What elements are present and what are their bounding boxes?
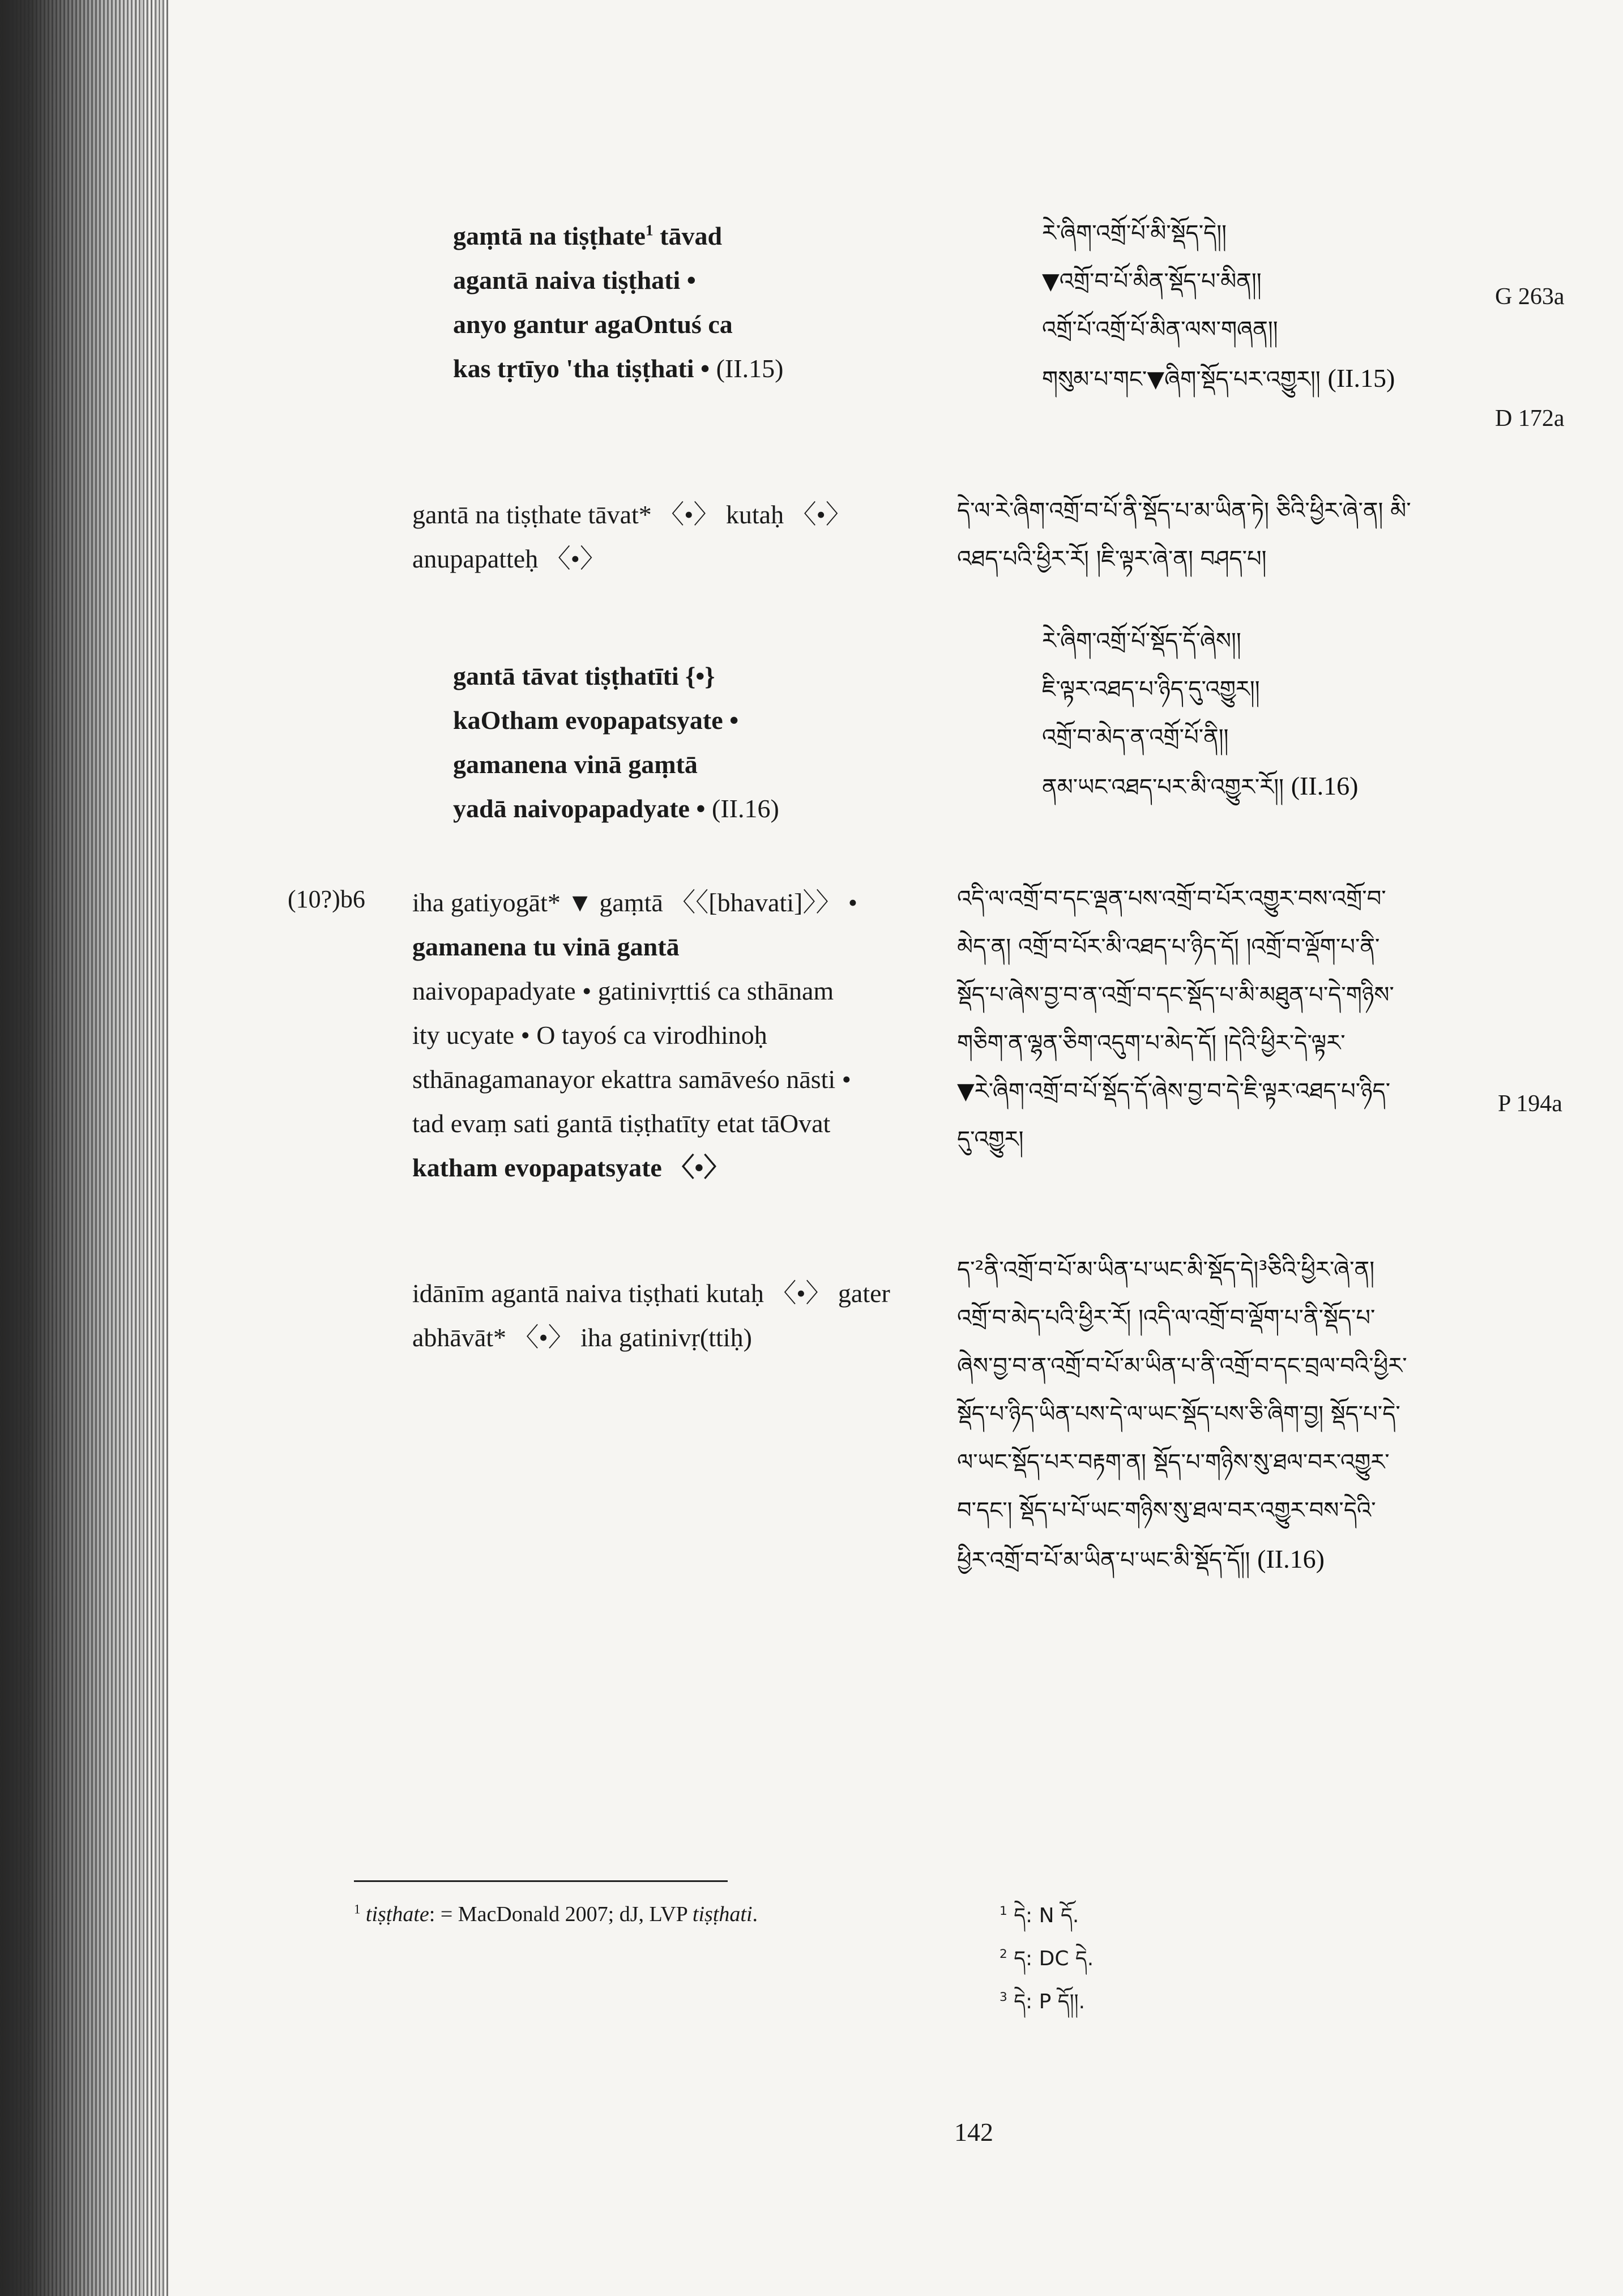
margin-ref-p: P 194a (1498, 1091, 1562, 1117)
text-line: abhāvāt* 〈•〉 iha gatinivṛ(ttiḥ) (412, 1323, 752, 1352)
footnotes-tibetan (1000, 1894, 1094, 2024)
tibetan-line: བ་དང་། སྡོད་པ་པོ་ཡང་གཉིས་སུ་ཐལ་བར་འགྱུར་བས་དེའི་ (957, 1497, 1376, 1523)
commentary-1-sanskrit (412, 493, 950, 581)
tibetan-line: ཞེས་བྱ་བ་ན་འགྲོ་བ་པོ་མ་ཡིན་པ་ནི་འགྲོ་བ་དང་བྲལ་བའི་ཕྱིར་ (957, 1353, 1407, 1379)
text-line: idānīm agantā naiva tiṣṭhati kutaḥ 〈•〉 gater (412, 1279, 890, 1308)
verse-line: kaOtham evopapatsyate • (453, 706, 739, 735)
text-line: gamanena tu vinā gantā (412, 932, 680, 961)
verse-2-15-tibetan (1042, 210, 1395, 404)
verse-2-16-sanskrit (453, 654, 779, 831)
text-line: katham evopapatsyate 〈•〉 (412, 1153, 730, 1182)
text-line: naivopapadyate • gatinivṛttiś ca sthānam (412, 976, 834, 1005)
tibetan-line: སྡོད་པ་ཉིད་ཡིན་པས་དེ་ལ་ཡང་སྡོད་པས་ཅི་ཞིག་བྱ། སྡོད་པ་དེ་ (957, 1401, 1400, 1427)
text-line: iha gatiyogāt* ▼ gaṃtā 〈〈[bhavati]〉〉 • (412, 888, 857, 917)
commentary-2-sanskrit (412, 881, 950, 1190)
verse-line: gamanena vinā gaṃtā (453, 750, 698, 779)
tibetan-line: ནམ་ཡང་འཐད་པར་མི་འགྱུར་རོ།། (II.16) (1042, 771, 1359, 800)
commentary-2-tibetan (957, 875, 1394, 1164)
tibetan-line: འདི་ལ་འགྲོ་བ་དང་ལྡན་པས་འགྲོ་བ་པོར་འགྱུར་བས་འགྲོ་བ་ (957, 886, 1386, 912)
verse-2-15-sanskrit (453, 214, 783, 391)
verse-2-16-tibetan (1042, 617, 1358, 812)
verse-line: agantā naiva tiṣṭhati • (453, 266, 696, 295)
commentary-3-sanskrit (412, 1271, 950, 1360)
verse-line: gantā tāvat tiṣṭhatīti {•} (453, 662, 715, 690)
text-line: anupapatteḥ 〈•〉 (412, 544, 606, 573)
footnote-sanskrit: $^1$ tiṣṭhate: = MacDonald 2007; dJ, LVP tiṣṭhati. (354, 1902, 758, 1926)
tibetan-line: འགྲོ་བ་མེད་ན་འགྲོ་པོ་ནི།། (1042, 724, 1229, 750)
tibetan-line: མེད་ན། འགྲོ་བ་པོར་མི་འཐད་པ་ཉིད་དོ། །འགྲོ་བ་ལྡོག་པ་ནི་ (957, 934, 1380, 960)
tibetan-line: གཅིག་ན་ལྷན་ཅིག་འདུག་པ་མེད་དོ། །དེའི་ཕྱིར་དེ་ལྟར་ (957, 1030, 1346, 1056)
tibetan-footnote: $^2$ ད: DC དེ. (1000, 1947, 1094, 1970)
tibetan-line: རེ་ཞིག་འགྲོ་པོ་སྡོད་དོ་ཞེས།། (1042, 628, 1241, 654)
verse-line: yadā naivopapadyate • (II.16) (453, 794, 779, 823)
text-line: sthānagamanayor ekattra samāveśo nāsti • (412, 1065, 851, 1094)
text-line: ity ucyate • O tayoś ca virodhinoḥ (412, 1021, 767, 1049)
verse-line: kas tṛtīyo 'tha tiṣṭhati • (II.15) (453, 354, 784, 383)
tibetan-line: དུ་འགྱུར། (957, 1126, 1024, 1153)
tibetan-line: འཐད་པའི་ཕྱིར་རོ། །ཇི་ལྟར་ཞེ་ན། བཤད་པ། (957, 546, 1267, 572)
tibetan-line: སྡོད་པ་ཞེས་བྱ་བ་ན་འགྲོ་བ་དང་སྡོད་པ་མི་མཐུན་པ་དེ་གཉིས་ (957, 982, 1394, 1008)
tibetan-line: ཇི་ལྟར་འཐད་པ་ཉིད་དུ་འགྱུར།། (1042, 676, 1260, 702)
verse-line: anyo gantur agaOntuś ca (453, 310, 733, 339)
commentary-1-tibetan (957, 487, 1411, 583)
tibetan-line: འགྲོ་པོ་འགྲོ་པོ་མིན་ལས་གཞན།། (1042, 317, 1278, 343)
tibetan-line: འགྲོ་བ་མེད་པའི་ཕྱིར་རོ། །འདི་ལ་འགྲོ་བ་ལྡོག་པ་ནི་སྡོད་པ་ (957, 1305, 1376, 1331)
tibetan-line: ལ་ཡང་སྡོད་པར་བརྟག་ན། སྡོད་པ་གཉིས་སུ་ཐལ་བར་འགྱུར་ (957, 1449, 1390, 1475)
tibetan-line: དེ་ལ་རེ་ཞིག་འགྲོ་བ་པོ་ནི་སྡོད་པ་མ་ཡིན་ཏེ། ཅིའི་ཕྱིར་ཞེ་ན། མི་ (957, 498, 1411, 524)
tibetan-footnote: $^1$ དེ: N དོ. (1000, 1904, 1079, 1927)
text-line: tad evaṃ sati gantā tiṣṭhatīty etat tāOvat (412, 1109, 831, 1138)
tibetan-line: ཕྱིར་འགྲོ་བ་པོ་མ་ཡིན་པ་ཡང་མི་སྡོད་དོ།། (II.16) (957, 1544, 1325, 1573)
book-binding-texture (136, 0, 170, 2296)
folio-ref: (10?)b6 (288, 885, 365, 913)
margin-ref-g: G 263a (1495, 284, 1565, 310)
tibetan-line: ▼རེ་ཞིག་འགྲོ་བ་པོ་སྡོད་དོ་ཞེས་བྱ་བ་དེ་ཇི་ལྟར་འཐད་པ་ཉིད་ (957, 1078, 1391, 1104)
text-line: gantā na tiṣṭhate tāvat* 〈•〉 kutaḥ 〈•〉 (412, 500, 852, 529)
commentary-3-tibetan (957, 1246, 1407, 1585)
page-number: 142 (954, 2118, 993, 2146)
tibetan-line: ད་²ནི་འགྲོ་བ་པོ་མ་ཡིན་པ་ཡང་མི་སྡོད་དེ།³ཅིའི་ཕྱིར་ཞེ་ན། (957, 1257, 1375, 1283)
tibetan-line: ▼འགྲོ་བ་པོ་མིན་སྡོད་པ་མིན།། (1042, 268, 1262, 295)
footnote-rule (354, 1880, 728, 1882)
tibetan-footnote: $^3$ དེ: P དོ།།. (1000, 1990, 1086, 2013)
tibetan-line: གསུམ་པ་གང་▼ཞིག་སྡོད་པར་འགྱུར།། (II.15) (1042, 364, 1395, 392)
margin-ref-d: D 172a (1495, 406, 1565, 432)
verse-line: gaṃtā na tiṣṭhate$^1$ tāvad (453, 221, 723, 250)
tibetan-line: རེ་ཞིག་འགྲོ་པོ་མི་སྡོད་དེ།། (1042, 220, 1227, 246)
